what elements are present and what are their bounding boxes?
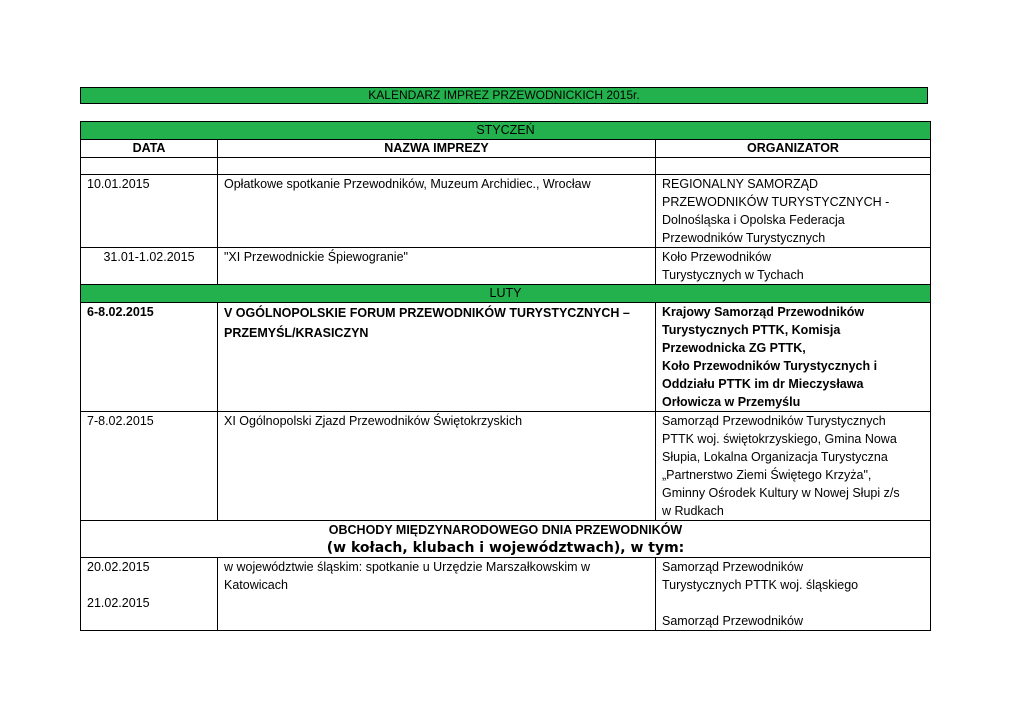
event-organizer: Samorząd Przewodników Turystycznych PTTK woj. śląskiego Samorząd Przewodników bbox=[656, 558, 931, 631]
section-heading: OBCHODY MIĘDZYNARODOWEGO DNIA PRZEWODNIKÓW (w kołach, klubach i województwach), w tym: bbox=[81, 521, 931, 558]
table-row bbox=[81, 558, 931, 631]
header-name: NAZWA IMPREZY bbox=[218, 140, 656, 158]
month-row-february bbox=[81, 285, 931, 303]
empty-row bbox=[81, 158, 931, 175]
month-january: STYCZEŃ bbox=[81, 122, 931, 140]
event-date: 20.02.2015 21.02.2015 bbox=[81, 558, 218, 631]
calendar-title: KALENDARZ IMPREZ PRZEWODNICKICH 2015r. bbox=[80, 87, 928, 104]
event-date: 31.01-1.02.2015 bbox=[81, 248, 218, 285]
month-row-january bbox=[81, 122, 931, 140]
event-organizer: Samorząd Przewodników Turystycznych PTTK woj. świętokrzyskiego, Gmina Nowa Słupia, Lokalna Organizacja Turystyczna „Partnerstwo Ziemi Świętego Krzyża", Gminny Ośrodek Kultury w Nowej Słupi z/s w Rudkach bbox=[656, 412, 931, 521]
month-february: LUTY bbox=[81, 285, 931, 303]
event-name: "XI Przewodnickie Śpiewogranie" bbox=[218, 248, 656, 285]
events-table bbox=[80, 121, 931, 631]
table-row bbox=[81, 248, 931, 285]
event-date: 6-8.02.2015 bbox=[81, 303, 218, 412]
header-organizer: ORGANIZATOR bbox=[656, 140, 931, 158]
event-organizer: Koło Przewodników Turystycznych w Tychach bbox=[656, 248, 931, 285]
section-row bbox=[81, 521, 931, 558]
event-name: V OGÓLNOPOLSKIE FORUM PRZEWODNIKÓW TURYSTYCZNYCH – PRZEMYŚL/KRASICZYN bbox=[218, 303, 656, 412]
event-name: w województwie śląskim: spotkanie u Urzędzie Marszałkowskim w Katowicach bbox=[218, 558, 656, 631]
event-organizer: Krajowy Samorząd Przewodników Turystycznych PTTK, Komisja Przewodnicka ZG PTTK, Koło Przewodników Turystycznych i Oddziału PTTK im dr Mieczysława Orłowicza w Przemyślu bbox=[656, 303, 931, 412]
table-row bbox=[81, 303, 931, 412]
event-name: XI Ogólnopolski Zjazd Przewodników Świętokrzyskich bbox=[218, 412, 656, 521]
header-row bbox=[81, 140, 931, 158]
event-date: 7-8.02.2015 bbox=[81, 412, 218, 521]
table-row bbox=[81, 412, 931, 521]
header-date: DATA bbox=[81, 140, 218, 158]
event-name: Opłatkowe spotkanie Przewodników, Muzeum Archidiec., Wrocław bbox=[218, 175, 656, 248]
event-date: 10.01.2015 bbox=[81, 175, 218, 248]
table-row bbox=[81, 175, 931, 248]
event-organizer: REGIONALNY SAMORZĄD PRZEWODNIKÓW TURYSTYCZNYCH - Dolnośląska i Opolska Federacja Przewodników Turystycznych bbox=[656, 175, 931, 248]
